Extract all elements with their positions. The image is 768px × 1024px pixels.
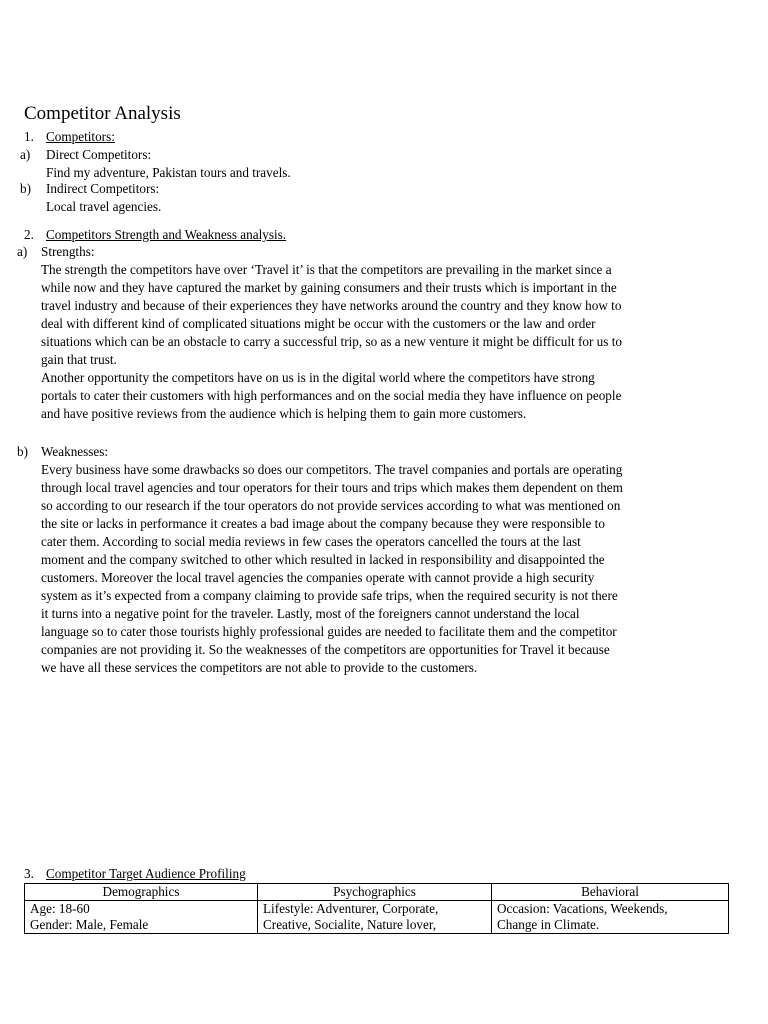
strengths-line: deal with different kind of complicated situations might be occur with the customers or the law and order	[41, 316, 596, 331]
cell-line: Creative, Socialite, Nature lover,	[263, 917, 437, 932]
weaknesses-label	[17, 443, 108, 461]
cell-line: Occasion: Vacations, Weekends,	[497, 901, 668, 916]
strengths-line: The strength the competitors have over ‘Travel it’ is that the competitors are prevailing in the market since a	[41, 262, 612, 277]
section-3-heading	[24, 865, 246, 883]
weaknesses-line: so according to our research if the tour operators do not provide services according to what was mentioned on	[41, 498, 621, 513]
direct-competitors-label	[20, 146, 151, 164]
cell-psychographics	[258, 901, 492, 934]
strengths-line: portals to cater their customers with high performances and on the social media they have influence on people	[41, 388, 622, 403]
section-2-title: Competitors Strength and Weakness analysis.	[46, 227, 287, 242]
strengths-marker: a)	[17, 244, 28, 259]
weaknesses-line: moment and the company switched to other which resulted in lacked in responsibility and disappointed the	[41, 552, 605, 567]
indirect-competitors-value: Local travel agencies.	[46, 199, 162, 214]
audience-profile-table	[24, 883, 729, 934]
weaknesses-line: we have all these services the competitors are not able to provide to the customers.	[41, 660, 478, 675]
cell-behavioral	[492, 901, 729, 934]
section-2-heading	[24, 226, 286, 244]
weaknesses-line: customers. Moreover the local travel agencies the companies operate with cannot provide a high security	[41, 570, 595, 585]
weaknesses-line: cater them. According to social media reviews in few cases the operators cancelled the tours at the last	[41, 534, 581, 549]
direct-marker: a)	[20, 147, 31, 162]
section-3-number: 3.	[24, 866, 34, 881]
strengths-line: situations which can be an obstacle to carry a successful trip, so as a new venture it might be difficult for us to	[41, 334, 622, 349]
section-1-title: Competitors:	[46, 129, 115, 144]
strengths-line: and have positive reviews from the audience which is helping them to gain more customers.	[41, 406, 527, 421]
weaknesses-line: system as it’s expected from a company claiming to provide safe trips, when the required security is not there	[41, 588, 618, 603]
weaknesses-line: the site or lacks in performance it creates a bad image about the company because they were responsible to	[41, 516, 605, 531]
strengths-line: gain that trust.	[41, 352, 117, 367]
strengths-line: while now and they have captured the market by gaining consumers and their trusts which is important in the	[41, 280, 617, 295]
section-2-number: 2.	[24, 227, 34, 242]
weaknesses-line: language so to cater those tourists highly professional guides are needed to facilitate them and the competitor	[41, 624, 617, 639]
strengths-label	[17, 243, 94, 261]
indirect-label-text: Indirect Competitors:	[46, 181, 160, 196]
strengths-line: travel industry and because of their experiences they have networks around the country and they know how to	[41, 298, 622, 313]
direct-label-text: Direct Competitors:	[46, 147, 152, 162]
indirect-competitors-label	[20, 180, 159, 198]
weaknesses-marker: b)	[17, 444, 28, 459]
weaknesses-paragraph	[41, 461, 731, 677]
header-psychographics: Psychographics	[258, 884, 492, 901]
section-3-title: Competitor Target Audience Profiling	[46, 866, 246, 881]
cell-line: Lifestyle: Adventurer, Corporate,	[263, 901, 439, 916]
direct-competitors-value: Find my adventure, Pakistan tours and travels.	[46, 165, 291, 180]
table-header-row	[25, 884, 729, 901]
table-row	[25, 901, 729, 934]
strengths-label-text: Strengths:	[41, 244, 95, 259]
strengths-paragraph	[41, 261, 731, 423]
section-1-heading	[24, 128, 115, 146]
cell-line: Change in Climate.	[497, 917, 600, 932]
weaknesses-line: it turns into a negative point for the traveler. Lastly, most of the foreigners cannot understand the local	[41, 606, 580, 621]
header-behavioral: Behavioral	[492, 884, 729, 901]
cell-line: Age: 18-60	[30, 901, 90, 916]
weaknesses-label-text: Weaknesses:	[41, 444, 109, 459]
indirect-marker: b)	[20, 181, 31, 196]
header-demographics: Demographics	[25, 884, 258, 901]
weaknesses-line: companies are not providing it. So the weaknesses of the competitors are opportunities for Travel it because	[41, 642, 610, 657]
strengths-line: Another opportunity the competitors have on us is in the digital world where the competitors have strong	[41, 370, 595, 385]
page-title: Competitor Analysis	[24, 103, 181, 124]
cell-demographics	[25, 901, 258, 934]
section-1-number: 1.	[24, 129, 34, 144]
weaknesses-line: Every business have some drawbacks so does our competitors. The travel companies and portals are operating	[41, 462, 623, 477]
cell-line: Gender: Male, Female	[30, 917, 149, 932]
weaknesses-line: through local travel agencies and tour operators for their tours and trips which makes them dependent on them	[41, 480, 623, 495]
